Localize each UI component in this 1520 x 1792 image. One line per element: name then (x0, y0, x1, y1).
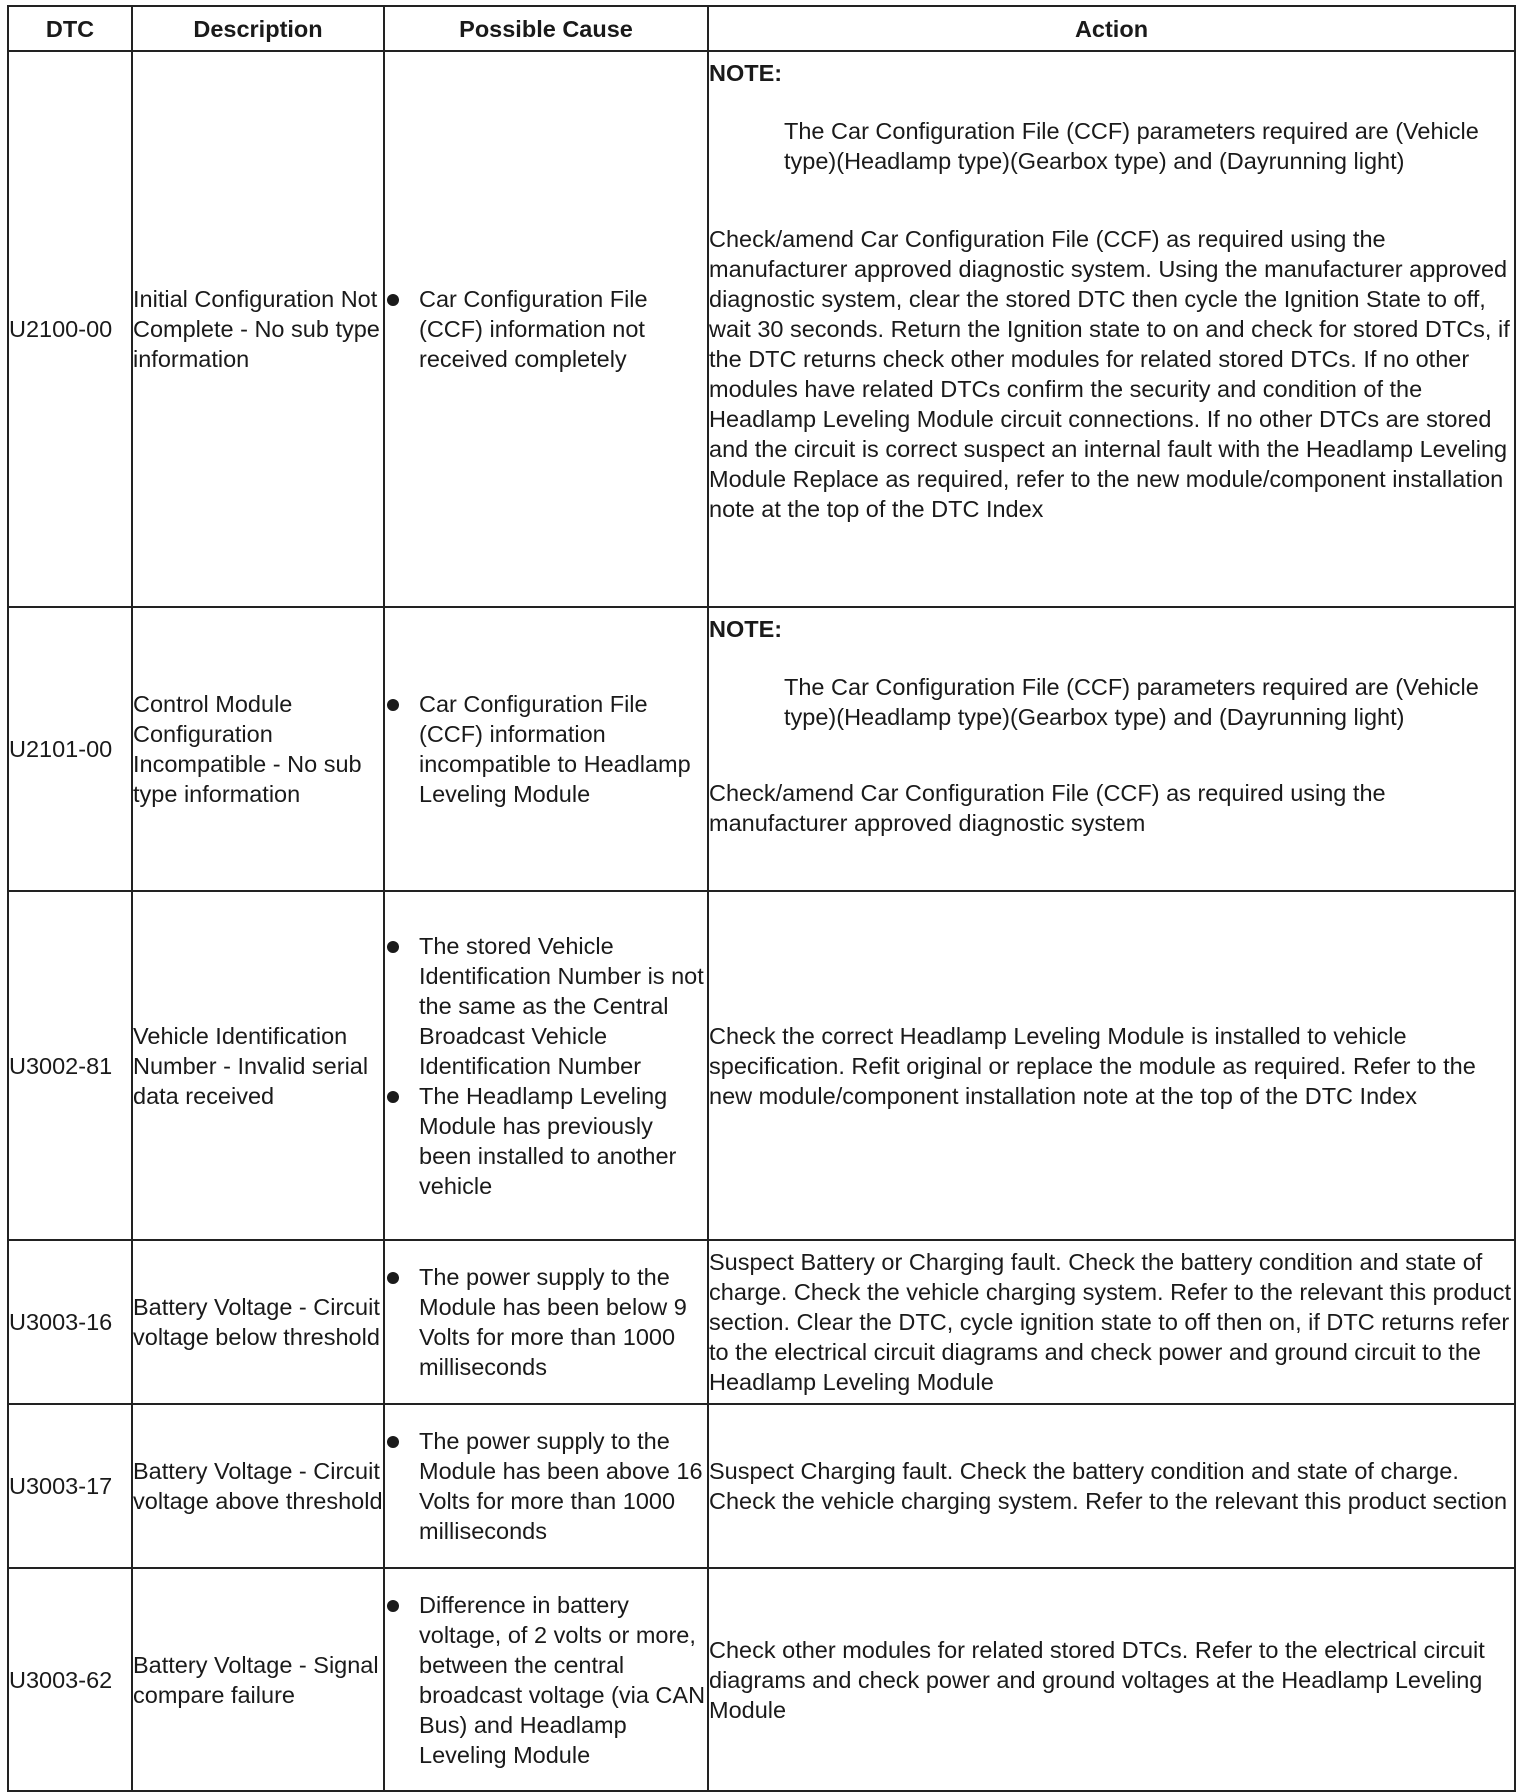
dtc-table (7, 5, 1516, 1792)
action-cell (708, 607, 1515, 891)
header-dtc: DTC (8, 6, 132, 51)
cause-item: The power supply to the Module has been below 9 Volts for more than 1000 milliseconds (385, 1262, 707, 1382)
possible-cause-cell (384, 1404, 708, 1568)
dtc-description: Control Module Configuration Incompatible - No sub type information (132, 607, 384, 891)
possible-cause-cell (384, 51, 708, 607)
cause-list (385, 1426, 707, 1546)
header-action: Action (708, 6, 1515, 51)
possible-cause-cell (384, 891, 708, 1240)
table-row (8, 891, 1515, 1240)
dtc-description: Vehicle Identification Number - Invalid serial data received (132, 891, 384, 1240)
cause-item: Car Configuration File (CCF) information incompatible to Headlamp Leveling Module (385, 689, 707, 809)
action-text: Check/amend Car Configuration File (CCF) as required using the manufacturer approved diagnostic system (709, 780, 1386, 836)
action-cell (708, 51, 1515, 607)
cause-item: The Headlamp Leveling Module has previously been installed to another vehicle (385, 1081, 707, 1201)
dtc-code: U2100-00 (8, 51, 132, 607)
header-possible-cause: Possible Cause (384, 6, 708, 51)
dtc-description: Battery Voltage - Circuit voltage above threshold (132, 1404, 384, 1568)
table-row (8, 1240, 1515, 1404)
action-text: Suspect Charging fault. Check the battery condition and state of charge. Check the vehicle charging system. Refer to the relevant this product section (709, 1458, 1508, 1514)
action-cell (708, 1240, 1515, 1404)
table-row (8, 1404, 1515, 1568)
note-text: The Car Configuration File (CCF) parameters required are (Vehicle type)(Headlamp type)(Gearbox type) and (Dayrunning light) (784, 674, 1479, 730)
table-row (8, 51, 1515, 607)
dtc-code: U3003-17 (8, 1404, 132, 1568)
dtc-description: Initial Configuration Not Complete - No sub type information (132, 51, 384, 607)
cause-list (385, 1590, 707, 1770)
action-cell (708, 891, 1515, 1240)
action-text: Check the correct Headlamp Leveling Module is installed to vehicle specification. Refit original or replace the module as required. Refer to the new module/component installation note at the top of the DTC Index (709, 1022, 1476, 1109)
table-row (8, 607, 1515, 891)
cause-list (385, 1262, 707, 1382)
possible-cause-cell (384, 1240, 708, 1404)
action-cell (708, 1568, 1515, 1791)
cause-item: Difference in battery voltage, of 2 volts or more, between the central broadcast voltage (via CAN Bus) and Headlamp Leveling Module (385, 1590, 707, 1770)
table-header-row (8, 6, 1515, 51)
table-row (8, 1568, 1515, 1791)
action-cell (708, 1404, 1515, 1568)
note-text: The Car Configuration File (CCF) parameters required are (Vehicle type)(Headlamp type)(Gearbox type) and (Dayrunning light) (784, 118, 1479, 174)
cause-list (385, 284, 707, 374)
dtc-description: Battery Voltage - Circuit voltage below threshold (132, 1240, 384, 1404)
note-label: NOTE: (709, 616, 783, 642)
possible-cause-cell (384, 607, 708, 891)
dtc-description: Battery Voltage - Signal compare failure (132, 1568, 384, 1791)
dtc-code: U3003-62 (8, 1568, 132, 1791)
cause-list (385, 931, 707, 1201)
action-text: Suspect Battery or Charging fault. Check the battery condition and state of charge. Check the vehicle charging system. Refer to the relevant this product section. Clear the DTC, cycle ignition state to off then on, if DTC returns refer to the electrical circuit diagrams and check power and ground circuit to the Headlamp Leveling Module (709, 1249, 1512, 1395)
note-label: NOTE: (709, 60, 783, 86)
cause-item: The power supply to the Module has been above 16 Volts for more than 1000 milliseconds (385, 1426, 707, 1546)
cause-item: Car Configuration File (CCF) information not received completely (385, 284, 707, 374)
header-description: Description (132, 6, 384, 51)
dtc-code: U3003-16 (8, 1240, 132, 1404)
cause-item: The stored Vehicle Identification Number is not the same as the Central Broadcast Vehicle Identification Number (385, 931, 707, 1081)
action-text: Check/amend Car Configuration File (CCF) as required using the manufacturer approved diagnostic system. Using the manufacturer approved diagnostic system, clear the stored DTC then cycle the Ignition State to off, wait 30 seconds. Return the Ignition state to on and check for stored DTCs, if the DTC returns check other modules for related stored DTCs. If no other modules have related DTCs confirm the security and condition of the Headlamp Leveling Module circuit connections. If no other DTCs are stored and the circuit is correct suspect an internal fault with the Headlamp Leveling Module Replace as required, refer to the new module/component installation note at the top of the DTC Index (709, 226, 1510, 522)
action-text: Check other modules for related stored DTCs. Refer to the electrical circuit diagrams and check power and ground voltages at the Headlamp Leveling Module (709, 1636, 1485, 1723)
possible-cause-cell (384, 1568, 708, 1791)
dtc-code: U3002-81 (8, 891, 132, 1240)
cause-list (385, 689, 707, 809)
dtc-code: U2101-00 (8, 607, 132, 891)
